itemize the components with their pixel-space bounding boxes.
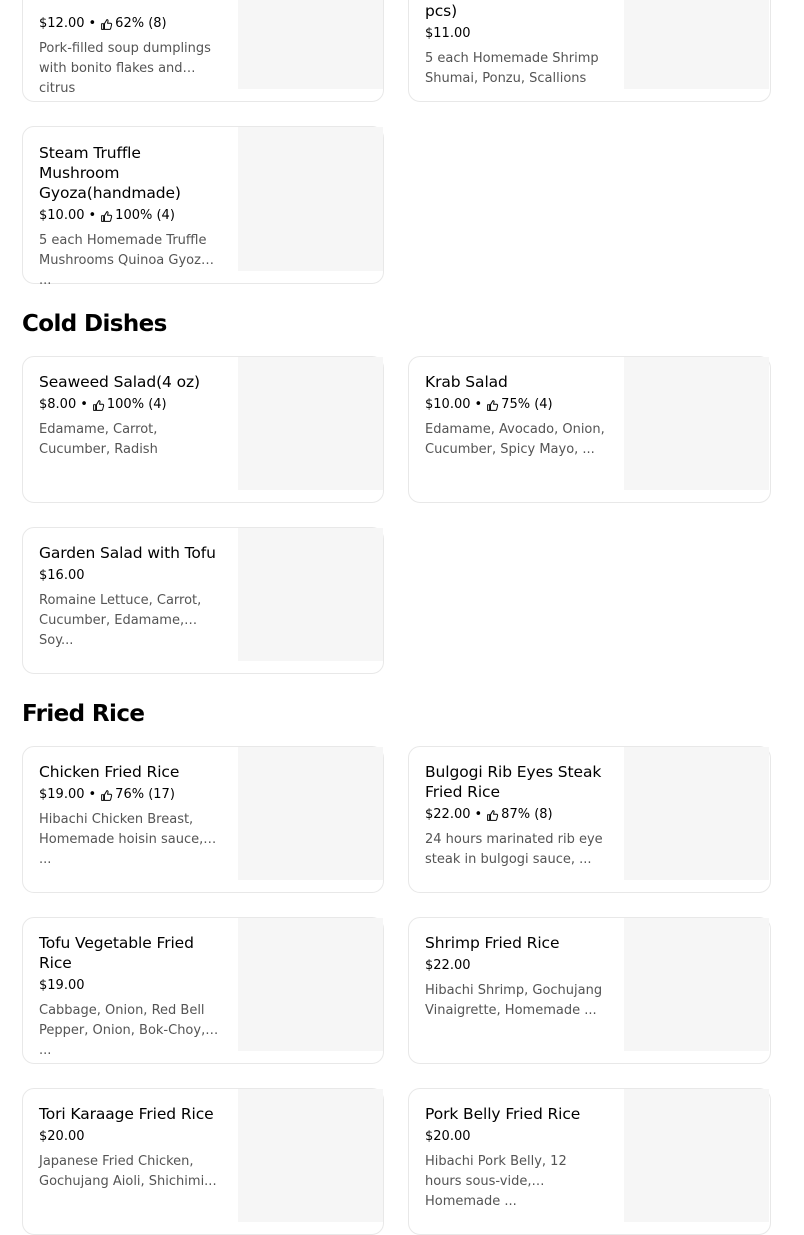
item-price: $19.00 xyxy=(39,787,85,802)
item-price: $22.00 xyxy=(425,807,471,822)
item-description: 5 each Homemade Shrimp Shumai, Ponzu, Scallions xyxy=(425,51,599,86)
item-description: Edamame, Avocado, Onion, Cucumber, Spicy Mayo, ... xyxy=(425,422,605,457)
item-image xyxy=(624,1089,769,1222)
item-meta xyxy=(39,567,219,585)
item-meta xyxy=(425,25,605,43)
menu-item-shrimp-fried-rice[interactable] xyxy=(408,917,771,1064)
item-rating: 100% (4) xyxy=(115,208,175,223)
menu-item-tori-karaage-fried-rice[interactable] xyxy=(22,1088,384,1235)
item-price: $10.00 xyxy=(39,208,85,223)
item-description: Pork-filled soup dumplings with bonito flakes and citrus xyxy=(39,41,211,96)
item-image xyxy=(238,528,383,661)
menu-item-tofu-fried-rice[interactable] xyxy=(22,917,384,1064)
menu-item-seaweed-salad[interactable] xyxy=(22,356,384,503)
section-title-fried-rice: Fried Rice xyxy=(22,701,145,727)
menu-item-truffle-gyoza[interactable] xyxy=(22,126,384,288)
item-name: Garden Salad with Tofu xyxy=(39,544,216,562)
item-name: Shrimp Fried Rice xyxy=(425,934,560,952)
item-meta: $12.00 • 62% (8) xyxy=(39,16,167,31)
item-description: Hibachi Shrimp, Gochujang Vinaigrette, Homemade ... xyxy=(425,983,603,1018)
menu-item-soup-dumplings[interactable] xyxy=(22,0,384,102)
thumbs-up-icon xyxy=(486,399,499,412)
item-description: 5 each Homemade Truffle Mushrooms Quinoa Gyoza, ... xyxy=(39,233,214,288)
item-description: 24 hours marinated rib eye steak in bulgogi sauce, ... xyxy=(425,832,603,867)
item-meta xyxy=(425,957,605,975)
item-meta: $19.00 • 76% (17) xyxy=(39,787,175,802)
item-meta: $10.00 • 75% (4) xyxy=(425,397,553,412)
item-name: Seaweed Salad(4 oz) xyxy=(39,373,200,391)
item-meta xyxy=(39,1128,219,1146)
item-rating: 76% (17) xyxy=(115,787,175,802)
item-meta: $22.00 • 87% (8) xyxy=(425,807,553,822)
item-image xyxy=(624,0,769,89)
item-price: $10.00 xyxy=(425,397,471,412)
thumbs-up-icon xyxy=(100,210,113,223)
item-description: Romaine Lettuce, Carrot, Cucumber, Edamame, Soy... xyxy=(39,593,202,648)
item-description: Hibachi Pork Belly, 12 hours sous-vide, Homemade ... xyxy=(425,1154,567,1209)
item-meta: $10.00 • 100% (4) xyxy=(39,208,175,223)
item-description: Edamame, Carrot, Cucumber, Radish xyxy=(39,422,158,457)
item-meta: $8.00 • 100% (4) xyxy=(39,397,167,412)
item-description: Hibachi Chicken Breast, Homemade hoisin sauce, ... xyxy=(39,812,204,867)
thumbs-up-icon xyxy=(486,809,499,822)
item-price: $11.00 xyxy=(425,26,471,41)
item-meta xyxy=(39,977,219,995)
item-price: $20.00 xyxy=(425,1129,471,1144)
item-image xyxy=(238,747,383,880)
item-name: Pork Belly Fried Rice xyxy=(425,1105,581,1123)
menu-item-pork-belly-fried-rice[interactable] xyxy=(408,1088,771,1235)
item-name: Steam Truffle Mushroom Gyoza(handmade) xyxy=(39,144,181,202)
thumbs-up-icon xyxy=(100,789,113,802)
item-price: $19.00 xyxy=(39,978,85,993)
item-description: Japanese Fried Chicken, Gochujang Aioli, Shichimi... xyxy=(39,1154,217,1189)
thumbs-up-icon xyxy=(100,18,113,31)
item-meta xyxy=(425,1128,605,1146)
item-image xyxy=(238,918,383,1051)
item-price: $12.00 xyxy=(39,16,85,31)
item-name: Tori Karaage Fried Rice xyxy=(39,1105,214,1123)
section-title-cold-dishes: Cold Dishes xyxy=(22,311,167,337)
item-rating: 100% (4) xyxy=(106,397,167,412)
item-image xyxy=(624,747,769,880)
item-rating: 75% (4) xyxy=(501,397,553,412)
menu-item-krab-salad[interactable] xyxy=(408,356,771,503)
item-price: $22.00 xyxy=(425,958,471,973)
item-price: $16.00 xyxy=(39,568,85,583)
item-name: Chicken Fried Rice xyxy=(39,763,180,781)
menu-item-shrimp-shumai[interactable] xyxy=(408,0,771,102)
item-price: $20.00 xyxy=(39,1129,85,1144)
menu-item-bulgogi-fried-rice[interactable] xyxy=(408,746,771,893)
item-name: Krab Salad xyxy=(425,373,508,391)
item-rating: 62% (8) xyxy=(115,16,167,31)
item-name: pcs) xyxy=(425,2,458,20)
item-image xyxy=(238,357,383,490)
item-image xyxy=(624,357,769,490)
menu-item-chicken-fried-rice[interactable] xyxy=(22,746,384,893)
item-image xyxy=(238,1089,383,1222)
item-image xyxy=(624,918,769,1051)
item-image xyxy=(238,127,383,271)
item-name: Bulgogi Rib Eyes Steak Fried Rice xyxy=(425,763,602,801)
thumbs-up-icon xyxy=(92,399,105,412)
menu-item-garden-salad[interactable] xyxy=(22,527,384,674)
item-rating: 87% (8) xyxy=(501,807,553,822)
item-image xyxy=(238,0,383,89)
item-description: Cabbage, Onion, Red Bell Pepper, Onion, Bok-Choy, ... xyxy=(39,1003,206,1058)
item-name: Tofu Vegetable Fried Rice xyxy=(39,934,194,972)
item-price: $8.00 xyxy=(39,397,77,412)
